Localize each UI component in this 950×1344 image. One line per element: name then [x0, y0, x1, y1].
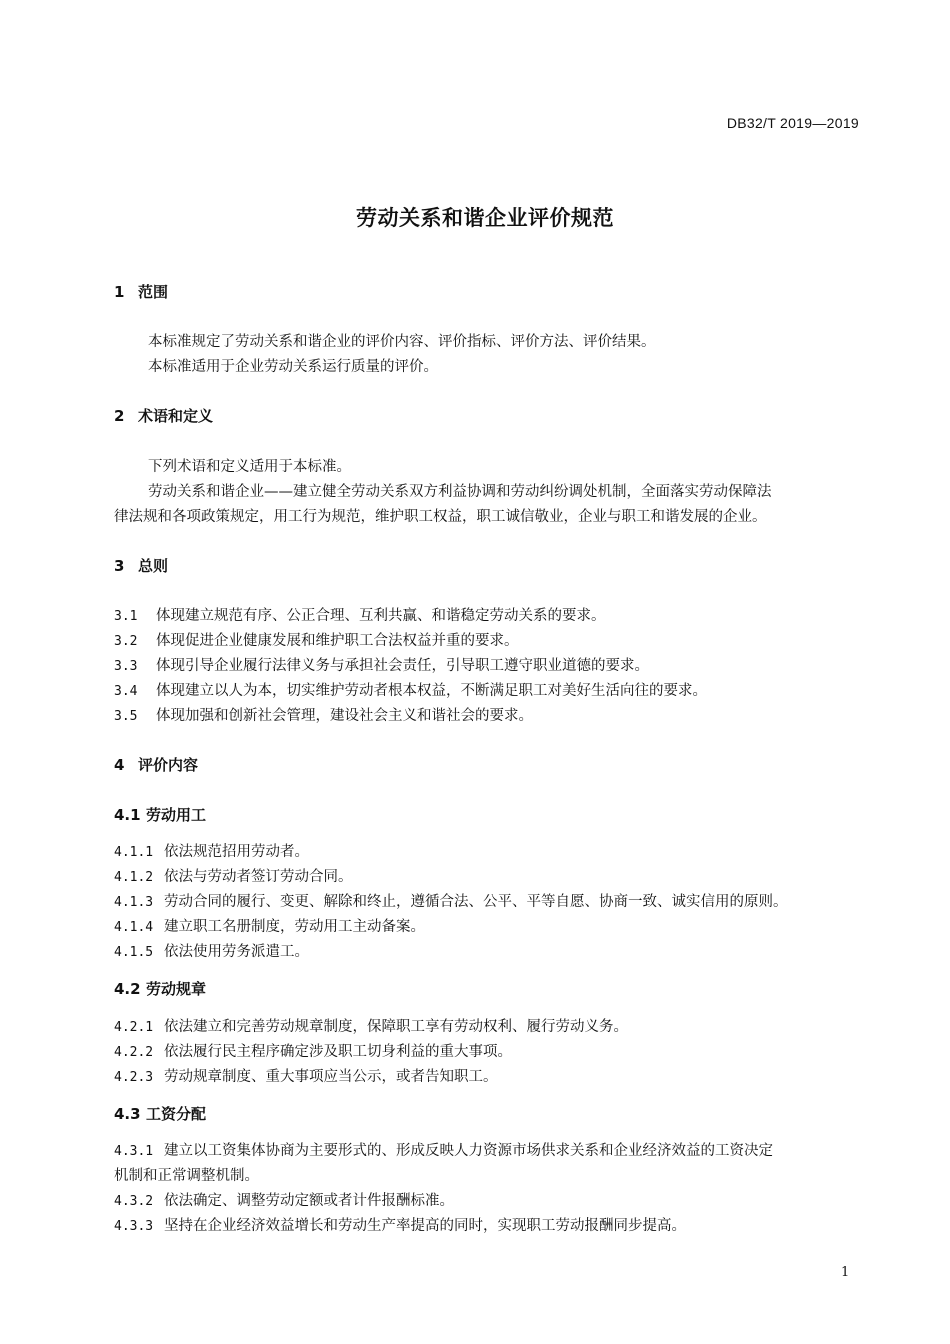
list-item [114, 604, 606, 625]
paragraph: 下列术语和定义适用于本标准。 [148, 459, 351, 475]
section-title: 范围 [138, 283, 169, 301]
item-text: 建立以工资集体协商为主要形式的、形成反映人力资源市场供求关系和企业经济效益的工资决定 [164, 1143, 773, 1159]
list-item-continuation: 机制和正常调整机制。 [114, 1168, 259, 1184]
subsection-heading-4-2 [114, 978, 206, 999]
item-text: 体现加强和创新社会管理，建设社会主义和谐社会的要求。 [156, 708, 533, 724]
item-text: 依法确定、调整劳动定额或者计件报酬标准。 [164, 1193, 454, 1209]
list-item [114, 704, 533, 725]
item-text: 依法履行民主程序确定涉及职工切身利益的重大事项。 [164, 1044, 512, 1060]
list-item [114, 629, 519, 650]
subsection-title: 劳动规章 [146, 980, 207, 998]
paragraph: 律法规和各项政策规定，用工行为规范，维护职工权益，职工诚信敬业，企业与职工和谐发展的企业。 [114, 509, 767, 525]
list-item [114, 865, 353, 886]
item-text: 坚持在企业经济效益增长和劳动生产率提高的同时，实现职工劳动报酬同步提高。 [164, 1218, 686, 1234]
page-number: 1 [841, 1265, 850, 1280]
list-item [114, 840, 309, 861]
document-code: DB32/T 2019—2019 [726, 115, 859, 131]
list-item [114, 1189, 454, 1210]
section-number: 2 [114, 407, 125, 425]
subsection-title: 劳动用工 [146, 806, 207, 824]
item-number: 4.2.2 [114, 1045, 154, 1060]
list-item [114, 890, 788, 911]
list-item [114, 940, 309, 961]
list-item [114, 1065, 498, 1086]
list-item [114, 1015, 628, 1036]
subsection-number: 4.3 [114, 1105, 141, 1123]
list-item [114, 679, 707, 700]
item-text: 体现建立以人为本，切实维护劳动者根本权益，不断满足职工对美好生活向往的要求。 [156, 683, 707, 699]
paragraph: 本标准适用于企业劳动关系运行质量的评价。 [148, 359, 438, 375]
item-number: 4.2.1 [114, 1020, 154, 1035]
section-number: 1 [114, 283, 125, 301]
item-number: 4.2.3 [114, 1070, 154, 1085]
item-text: 体现引导企业履行法律义务与承担社会责任，引导职工遵守职业道德的要求。 [156, 658, 649, 674]
subsection-heading-4-1 [114, 804, 206, 825]
item-number: 3.5 [114, 709, 138, 724]
item-text: 依法建立和完善劳动规章制度，保障职工享有劳动权利、履行劳动义务。 [164, 1019, 628, 1035]
item-number: 4.3.2 [114, 1194, 154, 1209]
item-number: 4.1.5 [114, 945, 154, 960]
list-item [114, 1139, 773, 1160]
item-number: 4.1.2 [114, 870, 154, 885]
item-text: 建立职工名册制度，劳动用工主动备案。 [164, 919, 425, 935]
section-number: 4 [114, 756, 125, 774]
item-number: 3.3 [114, 659, 138, 674]
section-number: 3 [114, 557, 125, 575]
item-text: 依法规范招用劳动者。 [164, 844, 309, 860]
item-number: 3.2 [114, 634, 138, 649]
list-item [114, 1214, 686, 1235]
section-heading-2 [114, 405, 213, 426]
section-heading-3 [114, 555, 168, 576]
document-title: 劳动关系和谐企业评价规范 [356, 206, 614, 230]
section-heading-4 [114, 754, 198, 775]
item-text: 体现建立规范有序、公正合理、互利共赢、和谐稳定劳动关系的要求。 [156, 608, 606, 624]
list-item [114, 1040, 512, 1061]
paragraph: 劳动关系和谐企业——建立健全劳动关系双方利益协调和劳动纠纷调处机制，全面落实劳动保障法 [148, 484, 772, 500]
subsection-number: 4.2 [114, 980, 141, 998]
item-number: 4.3.3 [114, 1219, 154, 1234]
list-item [114, 915, 425, 936]
item-number: 3.1 [114, 609, 138, 624]
item-text: 体现促进企业健康发展和维护职工合法权益并重的要求。 [156, 633, 519, 649]
item-number: 4.1.1 [114, 845, 154, 860]
item-text: 依法使用劳务派遣工。 [164, 944, 309, 960]
section-title: 术语和定义 [138, 407, 214, 425]
item-number: 4.1.3 [114, 895, 154, 910]
item-text: 劳动规章制度、重大事项应当公示，或者告知职工。 [164, 1069, 498, 1085]
item-text: 劳动合同的履行、变更、解除和终止，遵循合法、公平、平等自愿、协商一致、诚实信用的原则。 [164, 894, 788, 910]
section-heading-1 [114, 281, 168, 302]
item-text: 依法与劳动者签订劳动合同。 [164, 869, 353, 885]
subsection-heading-4-3 [114, 1103, 206, 1124]
subsection-number: 4.1 [114, 806, 141, 824]
paragraph: 本标准规定了劳动关系和谐企业的评价内容、评价指标、评价方法、评价结果。 [148, 334, 656, 350]
item-number: 4.1.4 [114, 920, 154, 935]
section-title: 总则 [138, 557, 169, 575]
item-number: 3.4 [114, 684, 138, 699]
item-number: 4.3.1 [114, 1144, 154, 1159]
section-title: 评价内容 [138, 756, 199, 774]
subsection-title: 工资分配 [146, 1105, 207, 1123]
list-item [114, 654, 649, 675]
